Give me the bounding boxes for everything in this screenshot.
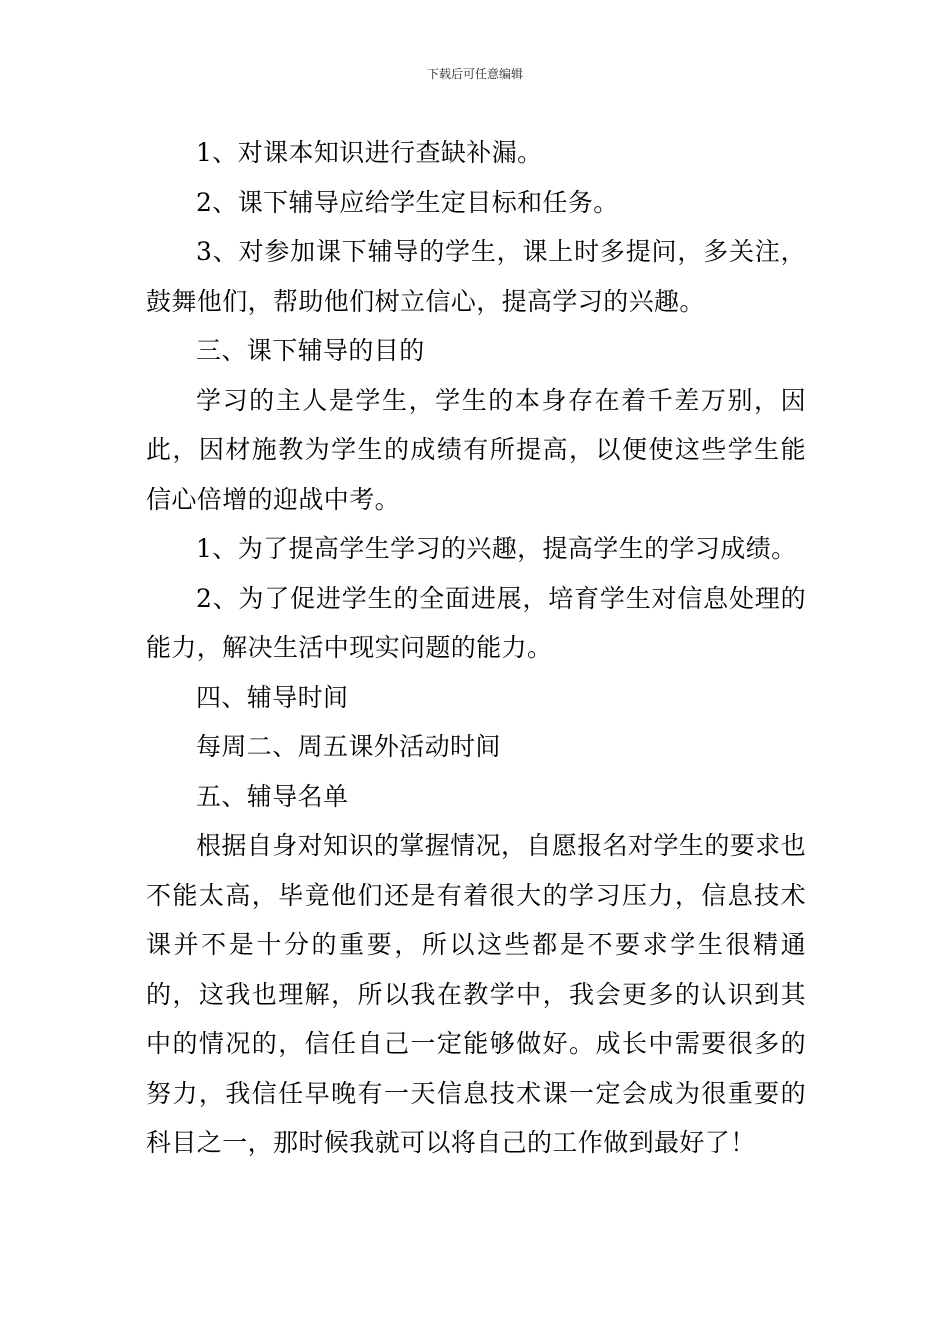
list-item-goals: 2、课下辅导应给学生定目标和任务。 xyxy=(196,187,619,217)
list-item-development: 2、为了促进学生的全面进展，培育学生对信息处理的能力，解决生活中现实问题的能力。 xyxy=(146,583,806,662)
section-heading-purpose: 三、课下辅导的目的 xyxy=(196,336,425,365)
paragraph-time: 每周二、周五课外活动时间 xyxy=(196,732,501,761)
list-item-interest: 1、为了提高学生学习的兴趣，提高学生的学习成绩。 xyxy=(196,534,797,563)
paragraph-purpose: 学习的主人是学生，学生的本身存在着千差万别，因此，因材施教为学生的成绩有所提高，以便使这些学生能信心倍增的迎战中考。 xyxy=(146,385,806,514)
document-body xyxy=(146,128,806,1168)
section-heading-time: 四、辅导时间 xyxy=(196,682,349,712)
section-heading-list: 五、辅导名单 xyxy=(196,781,349,811)
list-item-review: 1、对课本知识进行查缺补漏。 xyxy=(196,138,543,167)
list-item-encourage: 3、对参加课下辅导的学生，课上时多提问，多关注，鼓舞他们，帮助他们树立信心，提高学习的兴趣。 xyxy=(146,237,806,316)
page-header: 下载后可任意编辑 xyxy=(426,67,523,81)
paragraph-list: 根据自身对知识的掌握情况，自愿报名对学生的要求也不能太高，毕竟他们还是有着很大的学习压力，信息技术课并不是十分的重要，所以这些都是不要求学生很精通的，这我也理解，所以我在教学中，我会更多的认识到其中的情况的，信任自己一定能够做好。成长中需要很多的努力，我信任早晚有一天信息技术课一定会成为很重要的科目之一，那时候我就可以将自己的工作做到最好了！ xyxy=(146,831,806,1157)
